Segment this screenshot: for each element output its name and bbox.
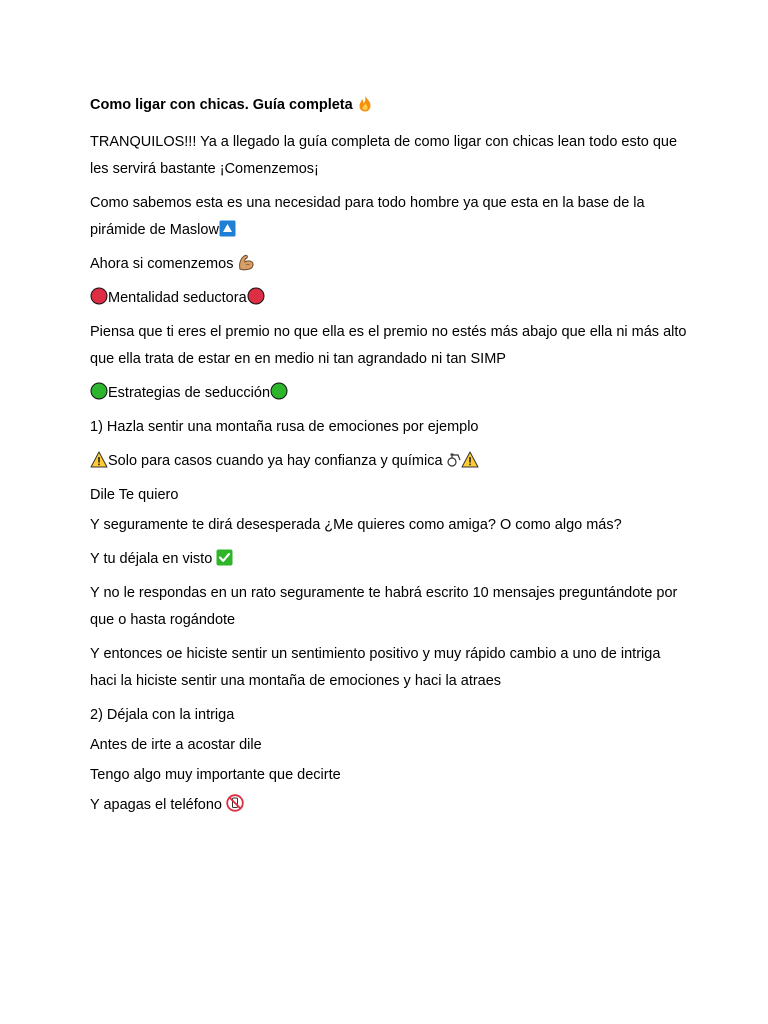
section-heading	[90, 380, 690, 407]
paragraph-text: Solo para casos cuando ya hay confianza y química	[108, 453, 443, 469]
paragraph-text: Y apagas el teléfono	[90, 797, 222, 813]
paragraph	[90, 732, 690, 759]
paragraph-text: Piensa que ti eres el premio no que ella es el premio no estés más abajo que ella ni más alto que ella trata de estar en en medio ni tan agrandado ni tan SIMP	[90, 324, 687, 367]
paragraph-text: Mentalidad seductora	[108, 290, 247, 306]
fire-icon	[357, 94, 373, 112]
paragraph-text: Y entonces oe hiciste sentir un sentimiento positivo y muy rápido cambio a uno de intriga haci la hiciste sentir una montaña de emociones y haci la atraes	[90, 646, 661, 689]
paragraph-text: Antes de irte a acostar dile	[90, 737, 262, 753]
paragraph	[90, 580, 690, 634]
title-text: Como ligar con chicas. Guía completa	[90, 97, 353, 113]
alembic-icon	[447, 452, 461, 468]
green-circle-icon	[270, 382, 288, 400]
paragraph-text: 2) Déjala con la intriga	[90, 707, 235, 723]
paragraph	[90, 414, 690, 441]
paragraph-text: Tengo algo muy importante que decirte	[90, 767, 341, 783]
paragraph	[90, 512, 690, 539]
section-heading	[90, 285, 690, 312]
document-title	[90, 94, 690, 115]
paragraph	[90, 129, 690, 183]
document-body	[90, 94, 690, 826]
paragraph	[90, 482, 690, 509]
paragraph	[90, 190, 690, 244]
check-mark-button-icon	[216, 549, 233, 566]
up-triangle-button-icon	[219, 220, 236, 237]
red-circle-icon	[247, 287, 265, 305]
paragraph-text: 1) Hazla sentir una montaña rusa de emociones por ejemplo	[90, 419, 479, 435]
green-circle-icon	[90, 382, 108, 400]
paragraph	[90, 319, 690, 373]
paragraph-text: Estrategias de seducción	[108, 385, 271, 401]
flexed-biceps-icon	[237, 253, 255, 271]
paragraph	[90, 251, 690, 278]
paragraph	[90, 641, 690, 695]
red-circle-icon	[90, 287, 108, 305]
warning-icon	[461, 451, 479, 468]
paragraph-text: Dile Te quiero	[90, 487, 179, 503]
no-mobile-phones-icon	[226, 794, 244, 812]
paragraph-text: Y tu déjala en visto	[90, 551, 213, 567]
paragraph-text: Ahora si comenzemos	[90, 256, 234, 272]
paragraph-text: Como sabemos esta es una necesidad para todo hombre ya que esta en la base de la pirámide de Maslow	[90, 195, 645, 238]
paragraph-text: TRANQUILOS!!! Ya a llegado la guía completa de como ligar con chicas lean todo esto que les servirá bastante ¡Comenzemos¡	[90, 134, 678, 177]
paragraph	[90, 762, 690, 789]
paragraph	[90, 702, 690, 729]
paragraph-text: Y seguramente te dirá desesperada ¿Me quieres como amiga? O como algo más?	[90, 517, 622, 533]
paragraph	[90, 448, 690, 475]
paragraph	[90, 792, 690, 819]
paragraph-text: Y no le respondas en un rato seguramente te habrá escrito 10 mensajes preguntándote por que o hasta rogándote	[90, 585, 678, 628]
warning-icon	[90, 451, 108, 468]
paragraph	[90, 546, 690, 573]
